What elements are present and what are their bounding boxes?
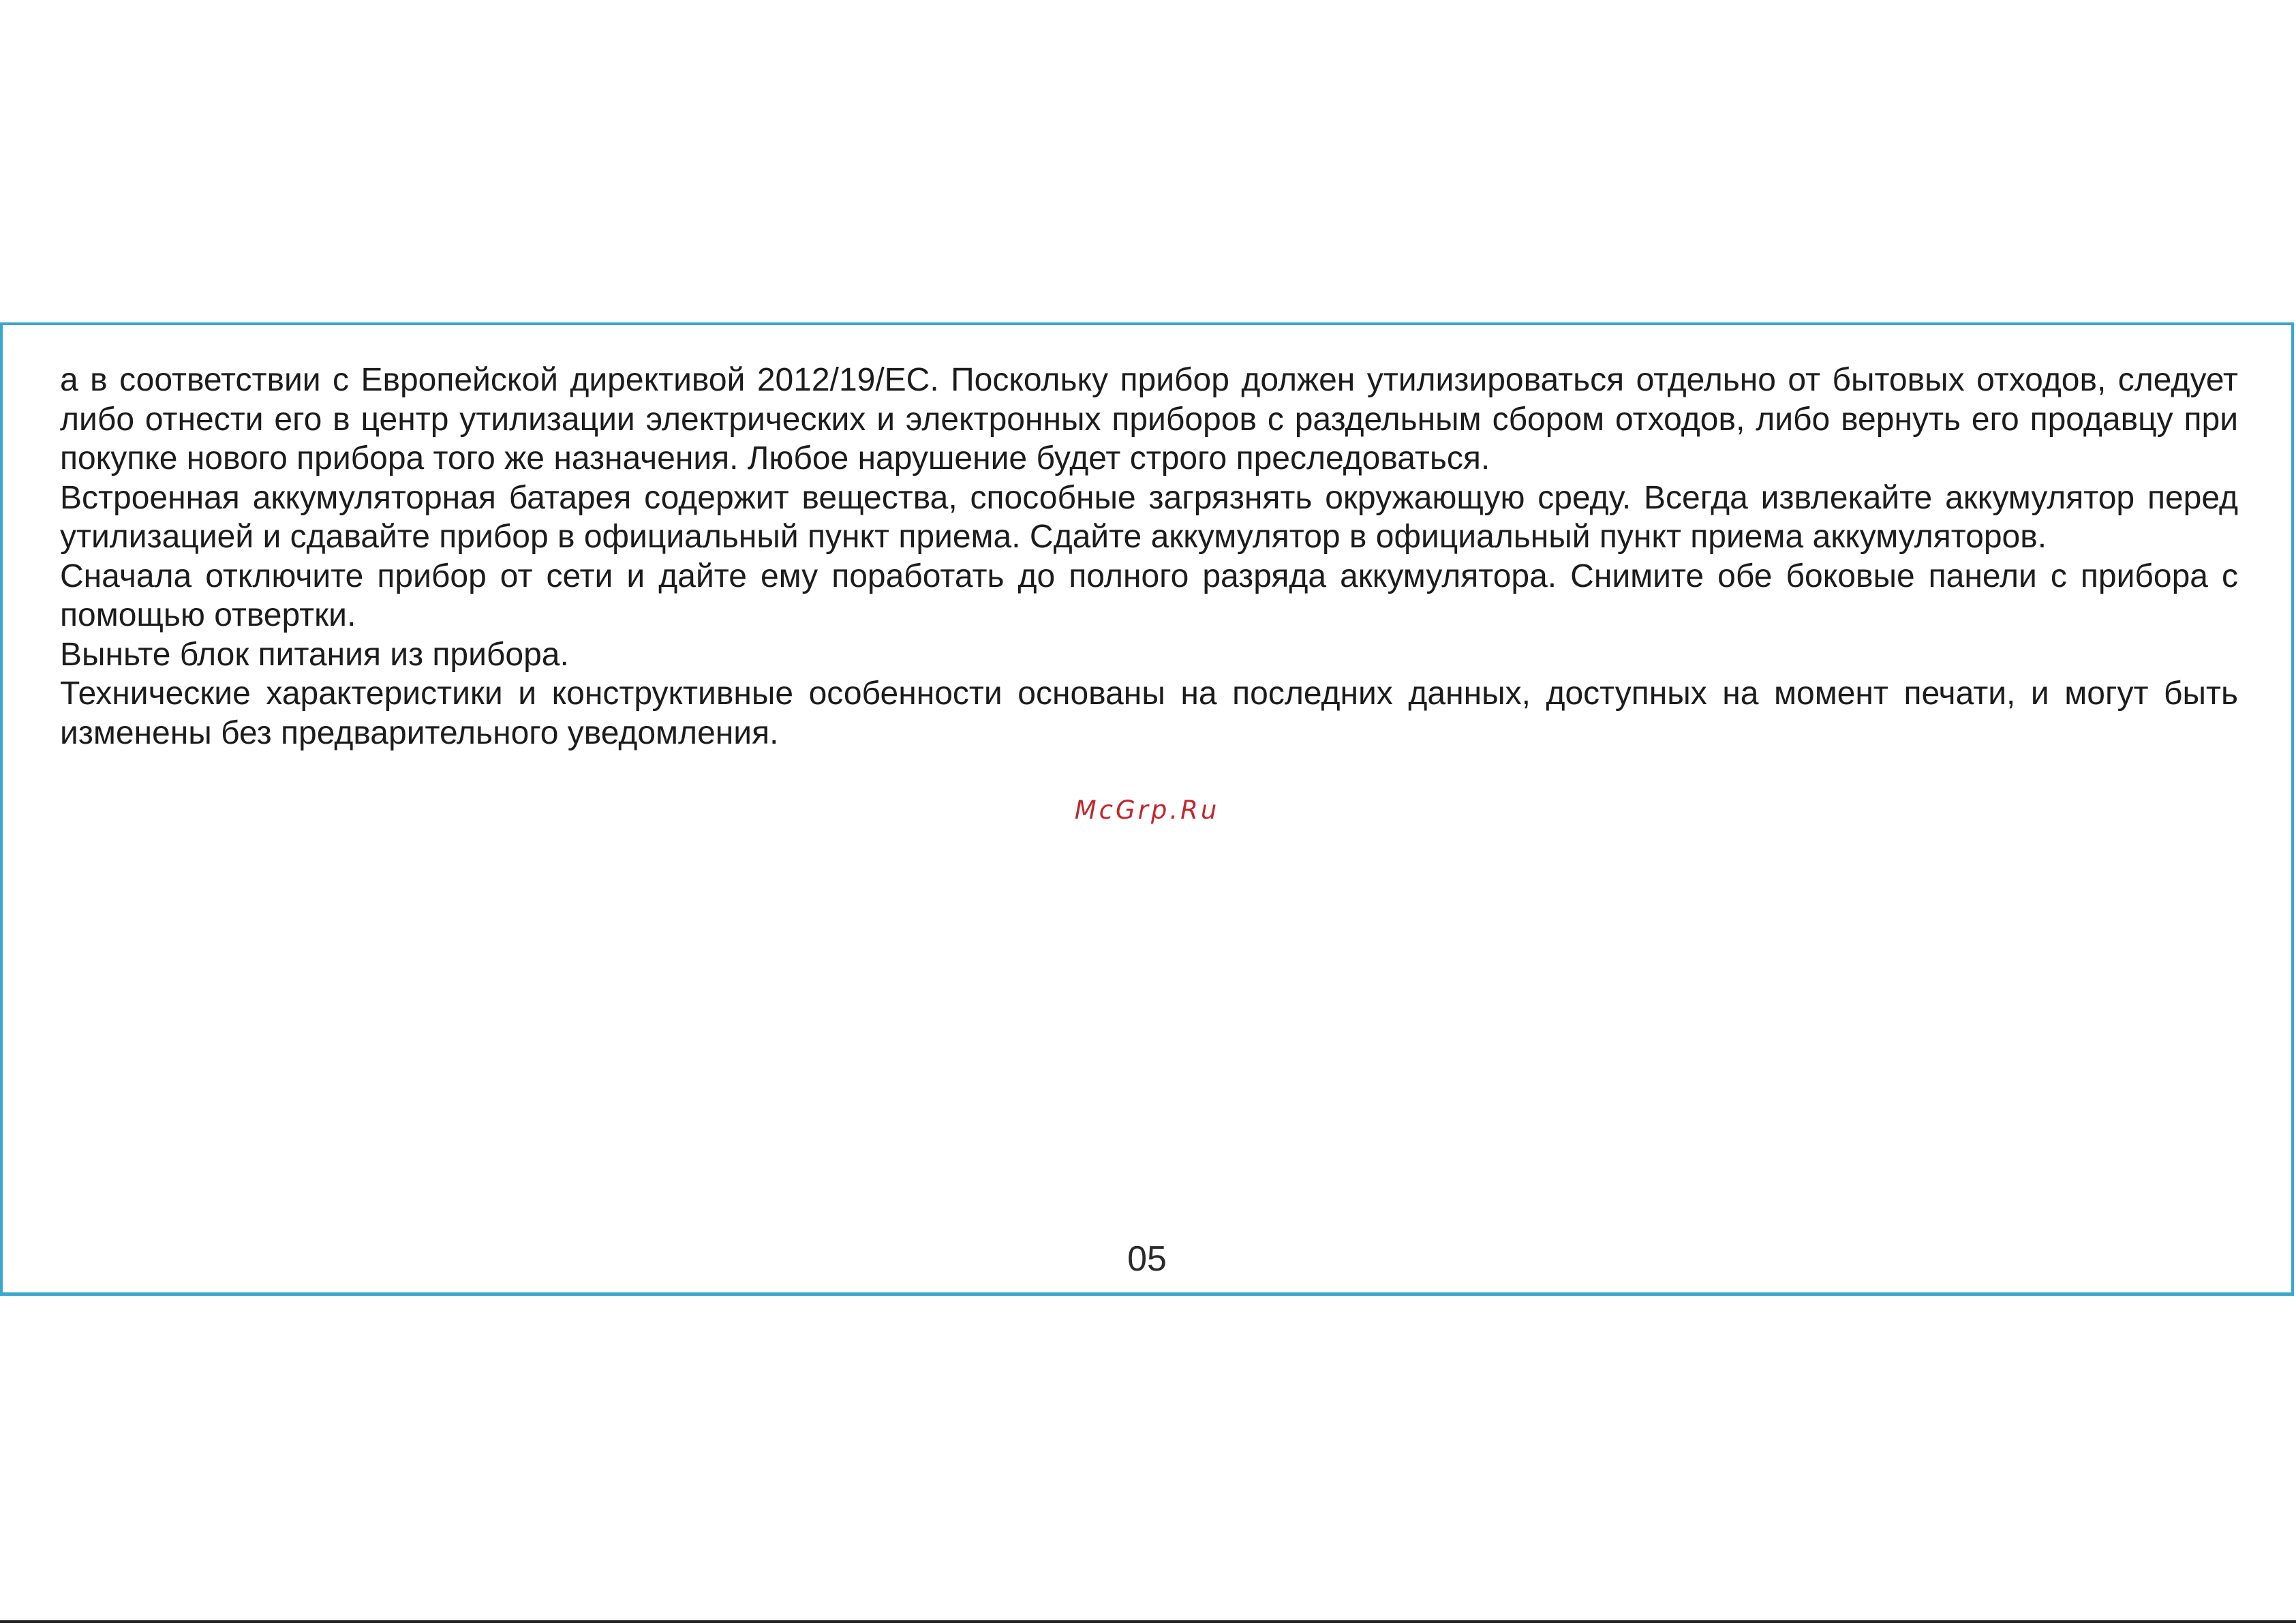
bottom-divider [0, 1620, 2296, 1623]
paragraph-battery: Встроенная аккумуляторная батарея содержит вещества, способные загрязнять окружающую среду. Всегда извлекайте аккумулятор перед утилизацией и сдавайте прибор в официальный пункт приема. Сдайте аккумулятор в официальный пункт приема аккумуляторов. [60, 479, 2238, 555]
paragraph-disassembly: Сначала отключите прибор от сети и дайте ему поработать до полного разряда аккумулятора. Снимите обе боковые панели с прибора с помощью отвертки. [60, 558, 2238, 633]
watermark: McGrp.Ru [1074, 795, 1220, 825]
paragraph-specifications-notice: Технические характеристики и конструктивные особенности основаны на последних данных, доступных на момент печати, и могут быть изменены без предварительного уведомления. [60, 676, 2238, 751]
page-number: 05 [1127, 1239, 1167, 1279]
page-frame [0, 322, 2294, 1296]
body-text [60, 361, 2238, 753]
paragraph-power-unit: Выньте блок питания из прибора. [60, 636, 569, 673]
paragraph-disposal-directive: а в соответствии с Европейской директивой 2012/19/ЕС. Поскольку прибор должен утилизироваться отдельно от бытовых отходов, следует либо отнести его в центр утилизации электрических и электронных приборов с раздельным сбором отходов, либо вернуть его продавцу при покупке нового прибора того же назначения. Любое нарушение будет строго преследоваться. [60, 362, 2238, 476]
